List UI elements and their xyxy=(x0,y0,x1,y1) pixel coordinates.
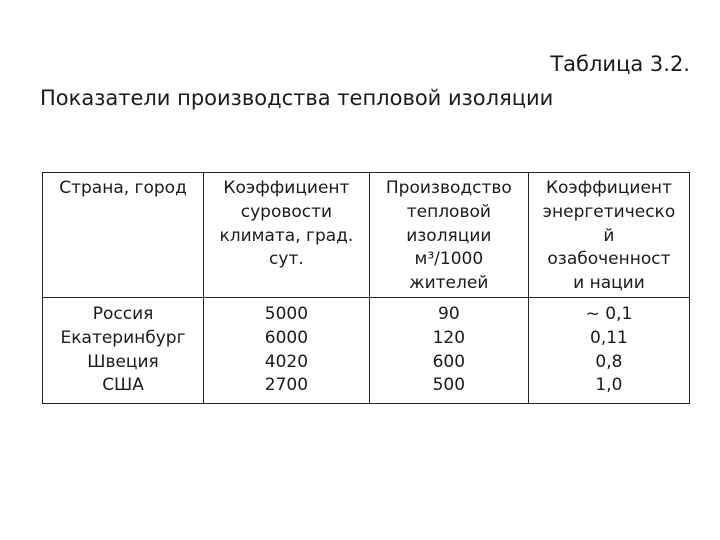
header-climate-coefficient xyxy=(204,173,370,298)
energy-concern-cell xyxy=(528,297,689,403)
country-value: Швеция xyxy=(87,351,159,372)
header-energy-concern xyxy=(528,173,689,298)
header-line: изоляции xyxy=(406,225,492,246)
table-header-row xyxy=(43,173,690,298)
climate-coefficient-cell xyxy=(204,297,370,403)
energy-value: 1,0 xyxy=(595,375,623,396)
energy-value: ~ 0,1 xyxy=(585,303,633,324)
country-value: Екатеринбург xyxy=(60,327,186,348)
header-production xyxy=(369,173,528,298)
climate-value: 5000 xyxy=(264,303,309,324)
production-value: 120 xyxy=(432,327,466,348)
production-value: 500 xyxy=(432,375,466,396)
header-line: м³/1000 xyxy=(414,249,484,270)
climate-value: 6000 xyxy=(264,327,309,348)
header-line: энергетическо xyxy=(542,201,676,222)
header-line: и нации xyxy=(573,273,645,294)
header-line: Коэффициент xyxy=(545,178,672,198)
header-line: климата, град. xyxy=(219,225,354,246)
energy-value: 0,11 xyxy=(590,327,628,348)
header-line: суровости xyxy=(240,201,333,222)
table-caption: Таблица 3.2. xyxy=(550,52,690,76)
header-line: жителей xyxy=(409,273,489,294)
production-value: 600 xyxy=(432,351,466,372)
header-line: Производство xyxy=(385,178,512,198)
header-line: тепловой xyxy=(406,201,491,222)
energy-value: 0,8 xyxy=(595,351,623,372)
header-country-city xyxy=(43,173,204,298)
country-value: Россия xyxy=(92,303,154,324)
header-line: озабоченност xyxy=(547,249,671,270)
production-value: 90 xyxy=(438,303,460,324)
header-line: Страна, город xyxy=(59,178,187,198)
country-value: США xyxy=(102,375,144,396)
header-line: й xyxy=(603,225,615,246)
production-table xyxy=(42,172,690,404)
header-line: Коэффициент xyxy=(223,178,350,198)
country-cell xyxy=(43,297,204,403)
climate-value: 4020 xyxy=(264,351,309,372)
table-title: Показатели производства тепловой изоляции xyxy=(40,86,554,110)
table-row xyxy=(43,297,690,403)
header-line: сут. xyxy=(269,249,304,270)
production-cell xyxy=(369,297,528,403)
climate-value: 2700 xyxy=(264,375,309,396)
